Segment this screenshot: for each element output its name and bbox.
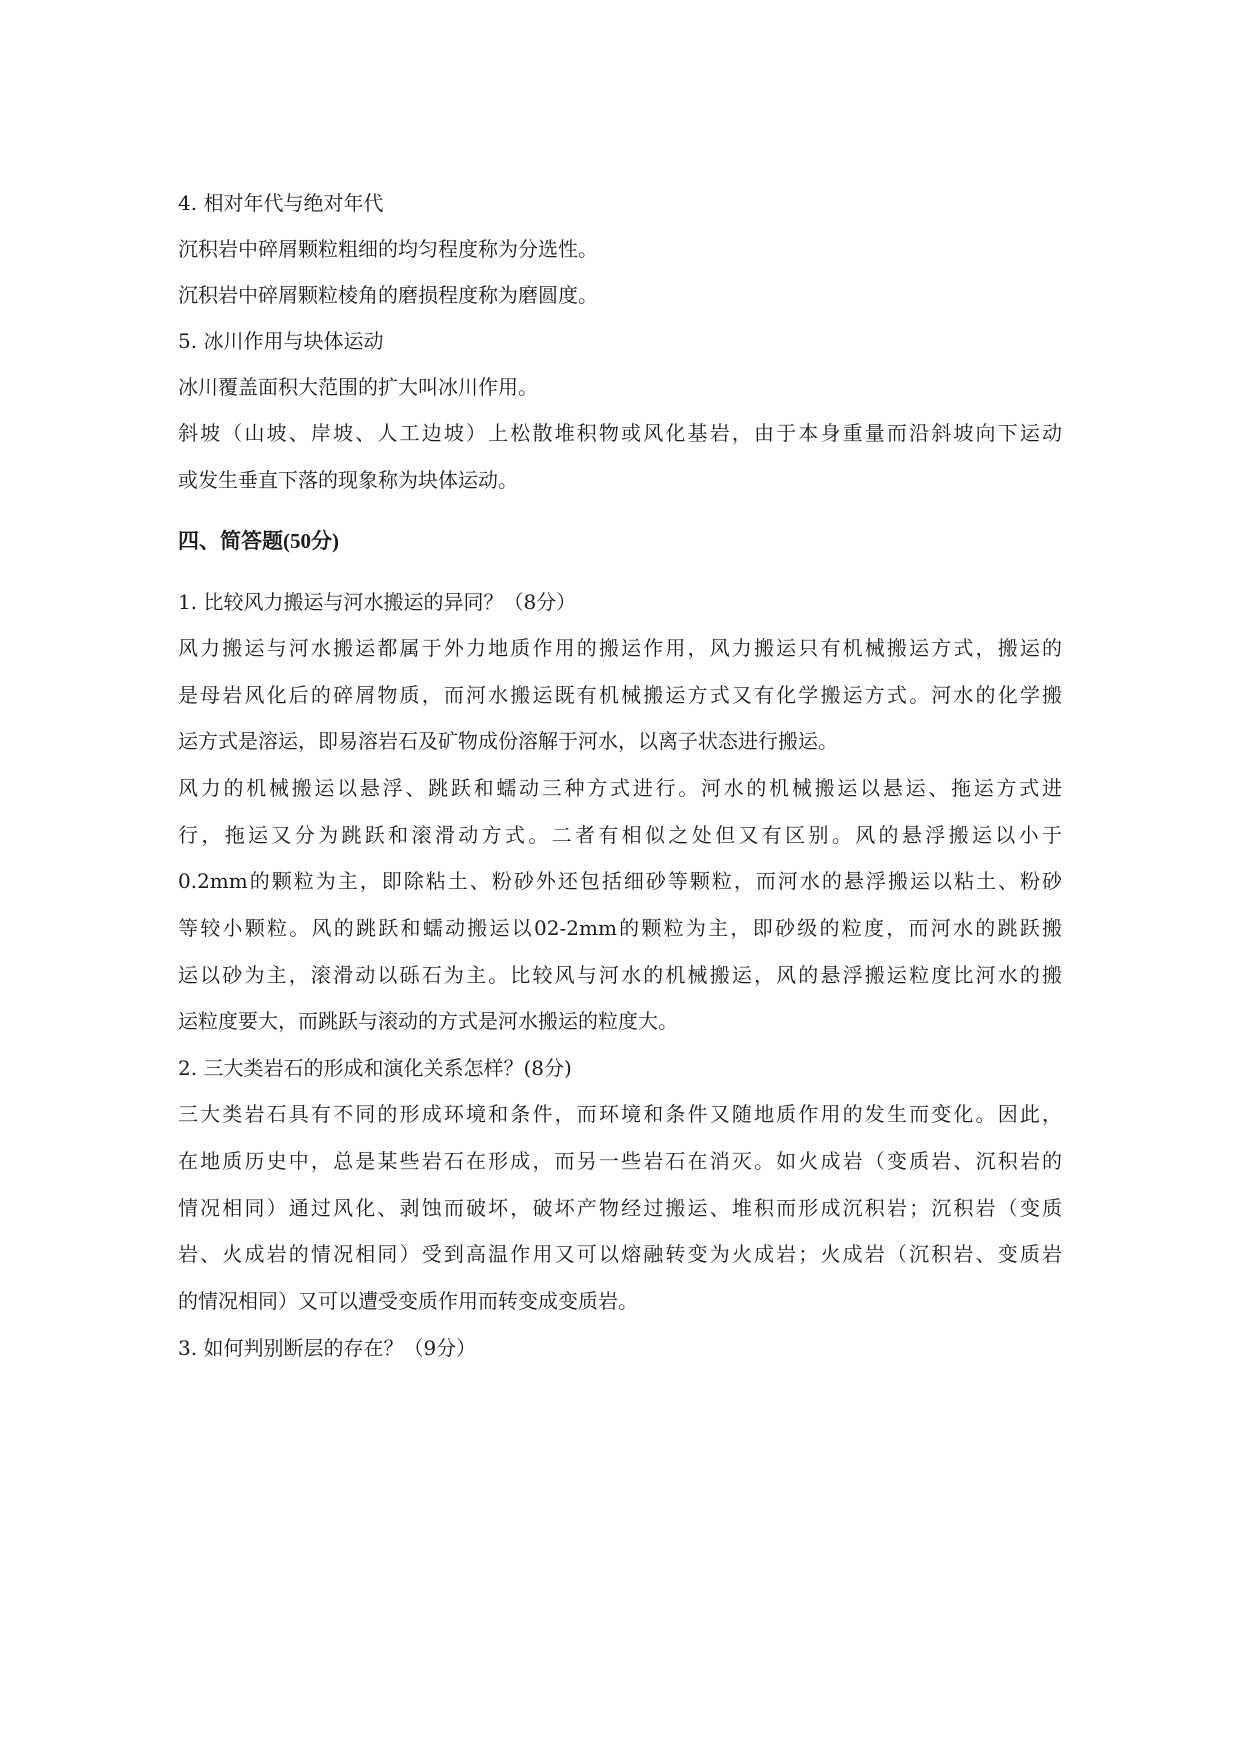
paragraph-line: 情况相同）通过风化、剥蚀而破坏，破坏产物经过搬运、堆积而形成沉积岩；沉积岩（变质 bbox=[178, 1196, 1062, 1220]
paragraph-line: 运粒度要大，而跳跃与滚动的方式是河水搬运的粒度大。 bbox=[178, 1009, 678, 1033]
paragraph-line: 运以砂为主，滚滑动以砾石为主。比较风与河水的机械搬运，风的悬浮搬运粒度比河水的搬 bbox=[178, 963, 1062, 987]
paragraph-line: 是母岩风化后的碎屑物质，而河水搬运既有机械搬运方式又有化学搬运方式。河水的化学搬 bbox=[178, 683, 1062, 707]
paragraph-line: 在地质历史中，总是某些岩石在形成，而另一些岩石在消灭。如火成岩（变质岩、沉积岩的 bbox=[178, 1149, 1062, 1173]
paragraph-line: 风力搬运与河水搬运都属于外力地质作用的搬运作用，风力搬运只有机械搬运方式，搬运的 bbox=[178, 636, 1062, 660]
paragraph-line: 斜坡（山坡、岸坡、人工边坡）上松散堆积物或风化基岩，由于本身重量而沿斜坡向下运动 bbox=[178, 421, 1062, 445]
question-title: 1. 比较风力搬运与河水搬运的异同？（8分） bbox=[178, 590, 577, 614]
paragraph-line: 或发生垂直下落的现象称为块体运动。 bbox=[178, 468, 518, 492]
section-heading: 四、简答题(50分) bbox=[178, 529, 339, 553]
paragraph-line: 运方式是溶运，即易溶岩石及矿物成份溶解于河水，以离子状态进行搬运。 bbox=[178, 729, 838, 753]
term-heading: 5. 冰川作用与块体运动 bbox=[178, 329, 384, 353]
paragraph-line: 0.2mm的颗粒为主，即除粘土、粉砂外还包括细砂等颗粒，而河水的悬浮搬运以粘土、粉砂 bbox=[178, 869, 1062, 893]
paragraph-line: 沉积岩中碎屑颗粒粗细的均匀程度称为分选性。 bbox=[178, 237, 598, 261]
paragraph-line: 的情况相同）又可以遭受变质作用而转变成变质岩。 bbox=[178, 1289, 638, 1313]
paragraph-line: 冰川覆盖面积大范围的扩大叫冰川作用。 bbox=[178, 375, 538, 399]
question-title: 2. 三大类岩石的形成和演化关系怎样？(8分) bbox=[178, 1056, 572, 1080]
paragraph-line: 沉积岩中碎屑颗粒棱角的磨损程度称为磨圆度。 bbox=[178, 283, 598, 307]
paragraph-line: 风力的机械搬运以悬浮、跳跃和蠕动三种方式进行。河水的机械搬运以悬运、拖运方式进 bbox=[178, 776, 1062, 800]
question-title: 3. 如何判别断层的存在？（9分） bbox=[178, 1336, 477, 1360]
term-heading: 4. 相对年代与绝对年代 bbox=[178, 191, 384, 215]
paragraph-line: 等较小颗粒。风的跳跃和蠕动搬运以02-2mm的颗粒为主，即砂级的粒度，而河水的跳跃搬 bbox=[178, 916, 1062, 940]
paragraph-line: 行，拖运又分为跳跃和滚滑动方式。二者有相似之处但又有区别。风的悬浮搬运以小于 bbox=[178, 823, 1062, 847]
paragraph-line: 三大类岩石具有不同的形成环境和条件，而环境和条件又随地质作用的发生而变化。因此， bbox=[178, 1102, 1062, 1126]
paragraph-line: 岩、火成岩的情况相同）受到高温作用又可以熔融转变为火成岩；火成岩（沉积岩、变质岩 bbox=[178, 1242, 1062, 1266]
